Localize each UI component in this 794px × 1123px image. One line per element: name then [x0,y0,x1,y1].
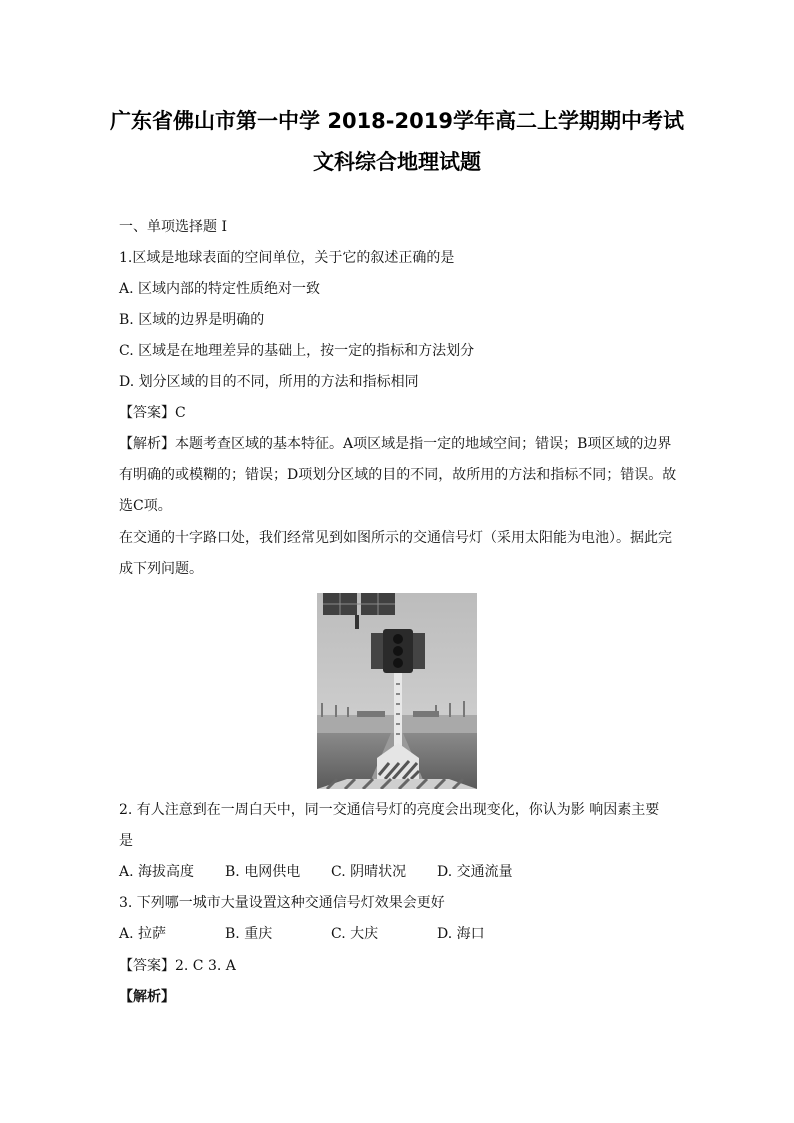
q2-option-b: B. 电网供电 [225,864,301,880]
q3-option-c: C. 大庆 [331,926,379,942]
q2-option-a: A. 海拔高度 [119,864,195,880]
q2-option-d: D. 交通流量 [437,864,513,880]
section-heading: 一、单项选择题 I [119,219,227,235]
q2-stem-line2: 是 [119,833,133,849]
q3-options [119,924,485,944]
q2-option-c: C. 阴晴状况 [331,864,407,880]
q1-option-c: C. 区域是在地理差异的基础上，按一定的指标和方法划分 [119,343,475,359]
q3-option-b: B. 重庆 [225,926,273,942]
q1-analysis-line1: 【解析】本题考查区域的基本特征。A项区域是指一定的地域空间；错误；B项区域的边界 [119,436,672,452]
intro-line1: 在交通的十字路口处，我们经常见到如图所示的交通信号灯（采用太阳能为电池）。据此完 [119,530,672,546]
q1-analysis-line2: 有明确的或模糊的；错误；D项划分区域的目的不同，故所用的方法和指标不同；错误。故 [119,467,677,483]
q1-answer: 【答案】C [119,405,186,421]
q2-options [119,862,513,882]
q3-stem: 3. 下列哪一城市大量设置这种交通信号灯效果会更好 [119,895,445,911]
traffic-light-photo [317,593,477,789]
document-title-line1: 广东省佛山市第一中学 2018-2019学年高二上学期期中考试 [110,109,684,133]
q3-option-a: A. 拉萨 [119,926,167,942]
q1-option-a: A. 区域内部的特定性质绝对一致 [119,281,321,297]
q1-stem: 1.区域是地球表面的空间单位，关于它的叙述正确的是 [119,250,455,266]
intro-line2: 成下列问题。 [119,561,203,577]
analysis-label: 【解析】 [119,989,175,1005]
q2-stem-line1: 2. 有人注意到在一周白天中，同一交通信号灯的亮度会出现变化，你认为影 响因素主要 [119,802,660,818]
document-title-line2: 文科综合地理试题 [313,150,481,174]
q1-option-d: D. 划分区域的目的不同，所用的方法和指标相同 [119,374,419,390]
q2-q3-answer: 【答案】2. C 3. A [119,958,236,974]
q1-analysis-line3: 选C项。 [119,498,172,514]
q3-option-d: D. 海口 [437,926,485,942]
q1-option-b: B. 区域的边界是明确的 [119,312,265,328]
